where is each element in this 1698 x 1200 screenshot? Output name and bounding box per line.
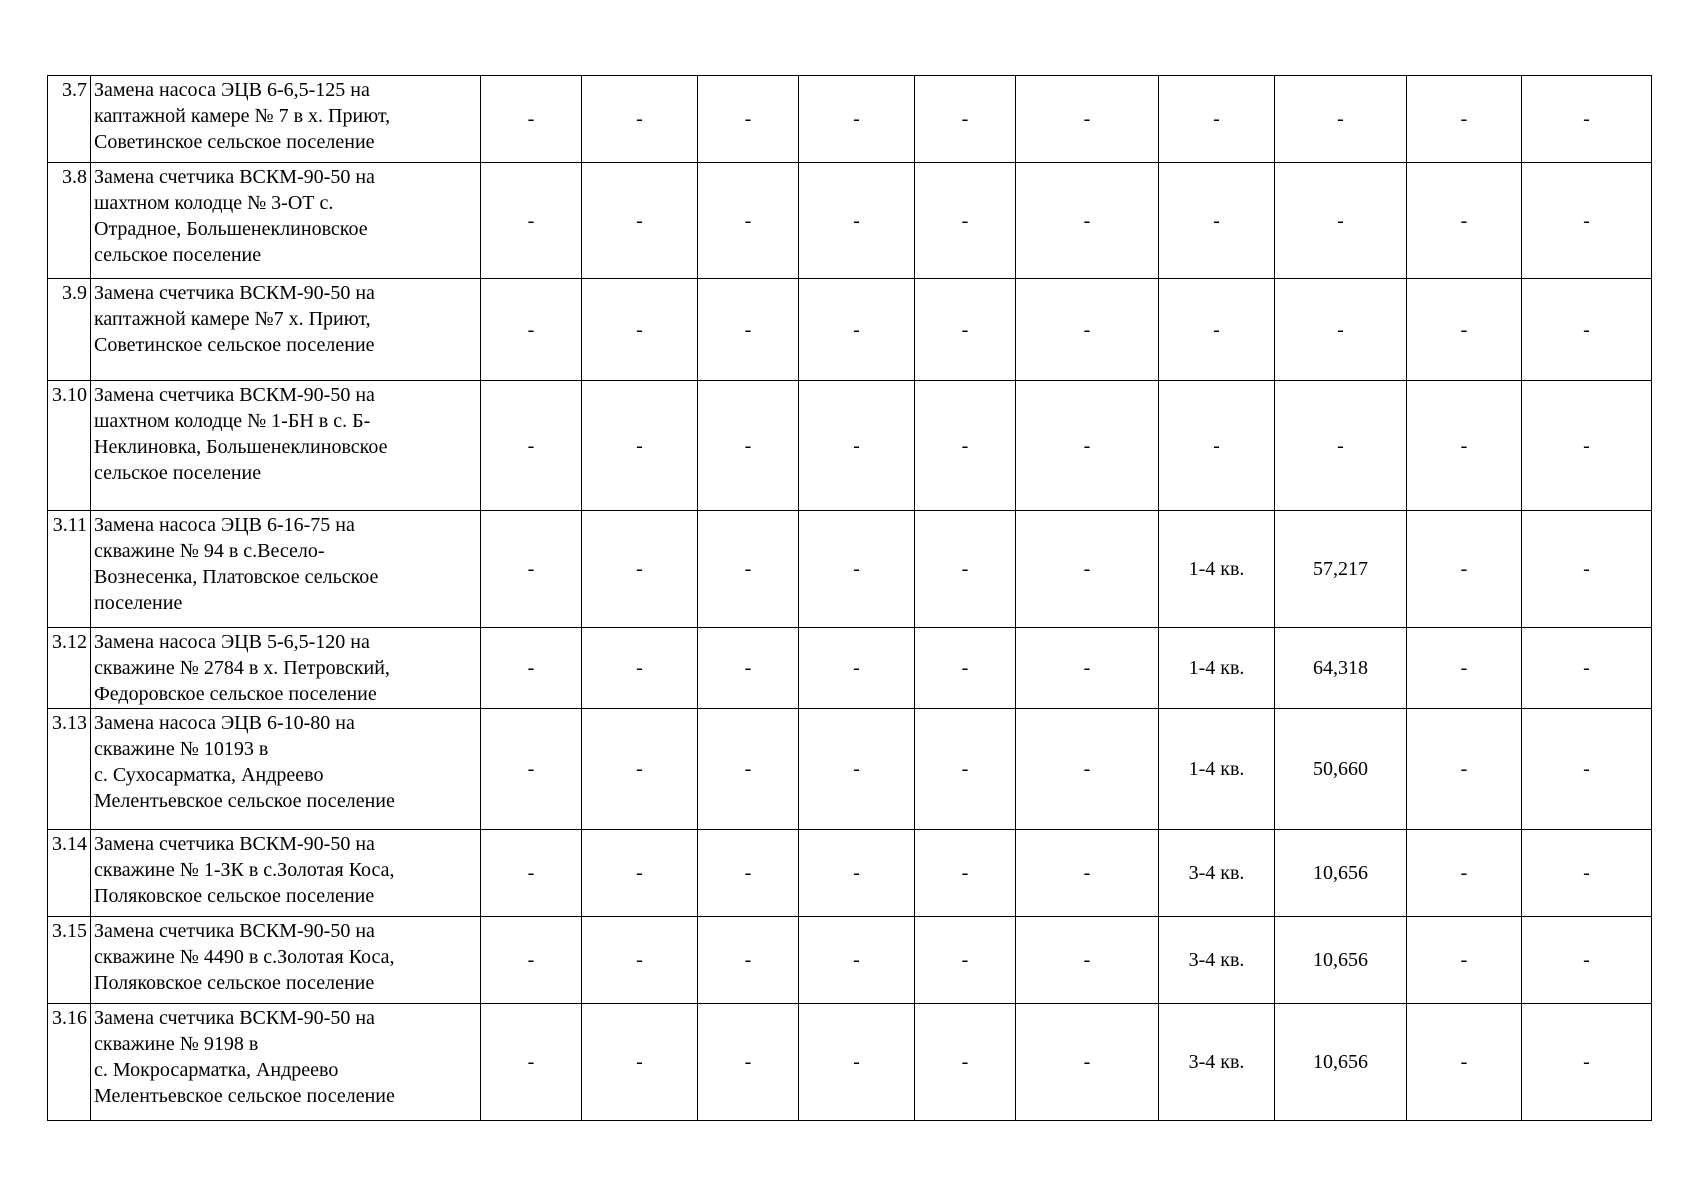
row-description: Замена насоса ЭЦВ 6-16-75 на скважине № 94 в с.Весело- Вознесенка, Платовское сельское поселение [91, 511, 481, 628]
value-cell: - [1407, 76, 1522, 163]
value-cell: - [1016, 628, 1159, 709]
value-cell: - [698, 917, 799, 1004]
value-cell: 3-4 кв. [1159, 830, 1275, 917]
value-cell: - [1407, 628, 1522, 709]
value-cell: - [915, 628, 1016, 709]
value-cell: - [1522, 917, 1652, 1004]
value-cell: - [1522, 279, 1652, 381]
value-cell: - [915, 709, 1016, 830]
value-cell: - [1275, 381, 1407, 511]
row-number: 3.14 [48, 830, 91, 917]
value-cell: 3-4 кв. [1159, 1004, 1275, 1121]
value-cell: - [582, 1004, 698, 1121]
value-cell: 3-4 кв. [1159, 917, 1275, 1004]
row-number: 3.7 [48, 76, 91, 163]
value-cell: - [1407, 511, 1522, 628]
table-row [48, 511, 1652, 628]
value-cell: - [799, 76, 915, 163]
row-number: 3.16 [48, 1004, 91, 1121]
value-cell: 10,656 [1275, 830, 1407, 917]
value-cell: - [915, 76, 1016, 163]
value-cell: - [1159, 76, 1275, 163]
row-description: Замена счетчика ВСКМ-90-50 на шахтном колодце № 3-ОТ с. Отрадное, Большенеклиновское сельское поселение [91, 163, 481, 279]
value-cell: - [1522, 511, 1652, 628]
value-cell: - [698, 511, 799, 628]
value-cell: - [1407, 709, 1522, 830]
value-cell: - [698, 76, 799, 163]
value-cell: - [1522, 709, 1652, 830]
table-row [48, 381, 1652, 511]
value-cell: - [1016, 1004, 1159, 1121]
value-cell: - [1407, 381, 1522, 511]
value-cell: - [1159, 381, 1275, 511]
value-cell: - [481, 709, 582, 830]
row-number: 3.8 [48, 163, 91, 279]
value-cell: - [698, 628, 799, 709]
value-cell: - [481, 1004, 582, 1121]
value-cell: - [799, 830, 915, 917]
row-description: Замена насоса ЭЦВ 6-6,5-125 на каптажной камере № 7 в х. Приют, Советинское сельское поселение [91, 76, 481, 163]
value-cell: - [698, 163, 799, 279]
value-cell: - [1016, 163, 1159, 279]
table-row [48, 1004, 1652, 1121]
value-cell: 50,660 [1275, 709, 1407, 830]
value-cell: - [915, 830, 1016, 917]
value-cell: - [1522, 163, 1652, 279]
row-description: Замена счетчика ВСКМ-90-50 на каптажной камере №7 х. Приют, Советинское сельское поселение [91, 279, 481, 381]
value-cell: - [582, 511, 698, 628]
value-cell: - [1016, 917, 1159, 1004]
value-cell: - [1522, 76, 1652, 163]
value-cell: - [698, 709, 799, 830]
value-cell: - [799, 628, 915, 709]
row-number: 3.10 [48, 381, 91, 511]
value-cell: - [799, 709, 915, 830]
value-cell: - [481, 917, 582, 1004]
value-cell: - [698, 1004, 799, 1121]
value-cell: - [1016, 830, 1159, 917]
row-description: Замена счетчика ВСКМ-90-50 на скважине № 1-ЗК в с.Золотая Коса, Поляковское сельское поселение [91, 830, 481, 917]
value-cell: - [481, 628, 582, 709]
table-row [48, 76, 1652, 163]
table-row [48, 830, 1652, 917]
row-number: 3.15 [48, 917, 91, 1004]
value-cell: - [915, 381, 1016, 511]
value-cell: - [481, 163, 582, 279]
value-cell: - [1522, 381, 1652, 511]
value-cell: - [582, 163, 698, 279]
value-cell: - [799, 279, 915, 381]
value-cell: - [915, 917, 1016, 1004]
value-cell: - [915, 279, 1016, 381]
value-cell: 64,318 [1275, 628, 1407, 709]
value-cell: - [582, 917, 698, 1004]
value-cell: - [481, 279, 582, 381]
value-cell: 57,217 [1275, 511, 1407, 628]
value-cell: - [1016, 279, 1159, 381]
value-cell: 1-4 кв. [1159, 511, 1275, 628]
value-cell: - [1275, 163, 1407, 279]
value-cell: - [1407, 279, 1522, 381]
value-cell: - [1275, 76, 1407, 163]
value-cell: - [698, 279, 799, 381]
value-cell: - [698, 830, 799, 917]
table-row [48, 917, 1652, 1004]
value-cell: - [582, 76, 698, 163]
row-description: Замена насоса ЭЦВ 6-10-80 на скважине № 10193 в с. Сухосарматка, Андреево Мелентьевское сельское поселение [91, 709, 481, 830]
value-cell: - [481, 830, 582, 917]
row-number: 3.12 [48, 628, 91, 709]
row-number: 3.13 [48, 709, 91, 830]
row-description: Замена счетчика ВСКМ-90-50 на шахтном колодце № 1-БН в с. Б- Неклиновка, Большенеклиновское сельское поселение [91, 381, 481, 511]
value-cell: - [915, 511, 1016, 628]
value-cell: - [1159, 279, 1275, 381]
value-cell: - [582, 628, 698, 709]
value-cell: - [1016, 76, 1159, 163]
value-cell: - [915, 1004, 1016, 1121]
value-cell: - [481, 76, 582, 163]
value-cell: - [1016, 709, 1159, 830]
value-cell: - [582, 830, 698, 917]
value-cell: - [1522, 628, 1652, 709]
table-row [48, 279, 1652, 381]
row-description: Замена счетчика ВСКМ-90-50 на скважине № 9198 в с. Мокросарматка, Андреево Мелентьевское сельское поселение [91, 1004, 481, 1121]
row-description: Замена счетчика ВСКМ-90-50 на скважине № 4490 в с.Золотая Коса, Поляковское сельское поселение [91, 917, 481, 1004]
value-cell: - [481, 511, 582, 628]
value-cell: - [1016, 381, 1159, 511]
value-cell: - [1016, 511, 1159, 628]
value-cell: - [799, 381, 915, 511]
value-cell: 10,656 [1275, 917, 1407, 1004]
value-cell: 1-4 кв. [1159, 709, 1275, 830]
value-cell: - [1522, 1004, 1652, 1121]
value-cell: - [1522, 830, 1652, 917]
value-cell: - [915, 163, 1016, 279]
value-cell: - [1275, 279, 1407, 381]
value-cell: - [1407, 163, 1522, 279]
value-cell: - [698, 381, 799, 511]
table-body [48, 76, 1652, 1121]
value-cell: - [481, 381, 582, 511]
value-cell: - [582, 279, 698, 381]
value-cell: - [1407, 917, 1522, 1004]
value-cell: - [582, 381, 698, 511]
value-cell: - [799, 511, 915, 628]
row-description: Замена насоса ЭЦВ 5-6,5-120 на скважине № 2784 в х. Петровский, Федоровское сельское поселение [91, 628, 481, 709]
document-table [47, 75, 1652, 1121]
value-cell: - [799, 1004, 915, 1121]
table-row [48, 163, 1652, 279]
value-cell: 10,656 [1275, 1004, 1407, 1121]
value-cell: - [582, 709, 698, 830]
value-cell: - [799, 917, 915, 1004]
value-cell: - [1407, 1004, 1522, 1121]
row-number: 3.9 [48, 279, 91, 381]
value-cell: - [1407, 830, 1522, 917]
row-number: 3.11 [48, 511, 91, 628]
table-row [48, 709, 1652, 830]
value-cell: - [799, 163, 915, 279]
table-row [48, 628, 1652, 709]
value-cell: 1-4 кв. [1159, 628, 1275, 709]
value-cell: - [1159, 163, 1275, 279]
